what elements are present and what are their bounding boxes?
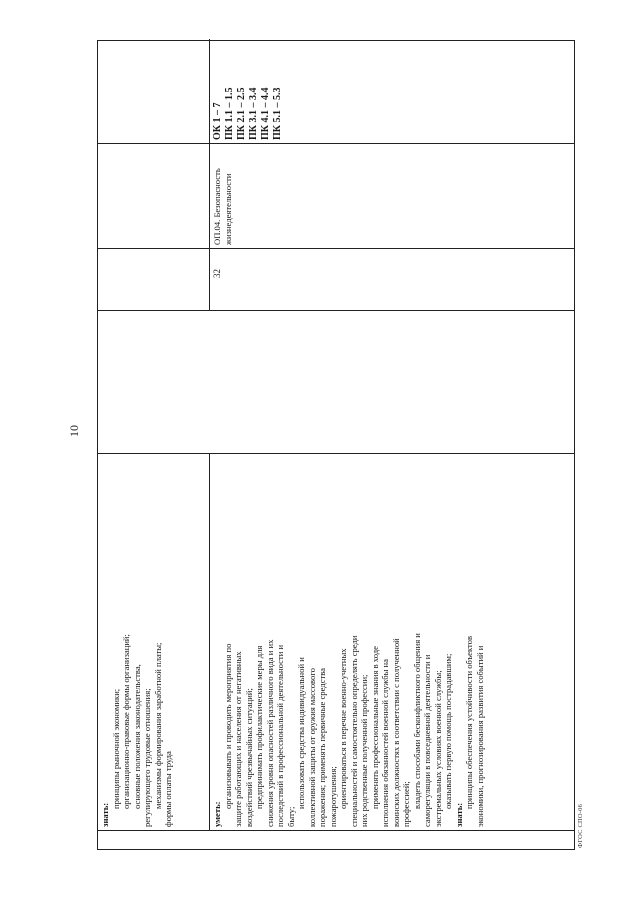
skills-line: организовывать и проводить мероприятия по: [222, 643, 233, 809]
competencies-cell: [212, 87, 284, 140]
skills-line: оказывать первую помощь пострадавшим;: [443, 653, 453, 809]
knowledge-line: регулирующего трудовые отношения;: [142, 688, 152, 827]
skills-line: снижения уровня опасностей различного вида и их: [264, 639, 275, 827]
knowledge-cell: [100, 634, 174, 827]
skills-line: предпринимать профилактические меры для: [254, 645, 264, 809]
skills-line: ориентироваться в перечне военно-учетных: [338, 648, 348, 809]
knowledge-line: формы оплаты труда: [163, 751, 173, 827]
skills-line: применять профессиональные знания в ходе: [369, 646, 380, 809]
column-border: [98, 830, 574, 831]
skills-line: экономики, прогнозирования развития событий и: [474, 645, 485, 827]
skills-line: них родственные полученной профессии;: [359, 674, 369, 827]
knowledge-heading: знать:: [100, 802, 110, 827]
skills-line: саморегуляции в повседневной деятельности и: [422, 654, 432, 827]
knowledge-line: принципы рыночной экономики;: [110, 688, 121, 809]
row-divider: [209, 454, 210, 831]
competency-line: ПК 4.1 – 4.4: [260, 87, 271, 140]
skills-line: быту;: [285, 806, 296, 827]
discipline-cell: [212, 168, 233, 245]
skills-second-heading: знать:: [453, 802, 464, 827]
discipline-line: ОП.04. Безопасность: [212, 168, 222, 245]
discipline-line: жизнедеятельности: [222, 173, 233, 245]
knowledge-line: механизмы формирования заработной платы;: [152, 642, 163, 809]
skills-line: экстремальных условиях военной службы;: [432, 670, 443, 827]
skills-line: поражения; применять первичные средства: [317, 668, 327, 827]
rotated-page: [55, 40, 595, 850]
page-number: 10: [67, 425, 81, 437]
skills-line: владеть способами бесконфликтного общения и: [411, 633, 422, 809]
competency-line: ПК 2.1 – 2.5: [236, 87, 247, 140]
knowledge-line: основные положения законодательства,: [131, 664, 142, 809]
skills-line: коллективной защиты от оружия массового: [306, 668, 317, 827]
row-divider: [209, 39, 210, 311]
skills-line: воинских должностях в соответствии с полученной: [390, 638, 401, 827]
competency-line: ПК 3.1 – 3.4: [248, 87, 259, 140]
footer-label: ФГОС СПО-06: [577, 803, 584, 848]
hours-value: 32: [212, 269, 222, 278]
skills-line: пожаротушения;: [327, 766, 338, 827]
skills-line: воздействий чрезвычайных ситуаций;: [243, 688, 254, 827]
skills-line: специальностей и самостоятельно определять среди: [348, 635, 359, 827]
skills-line: исполнения обязанностей военной службы на: [380, 659, 390, 827]
skills-cell: [212, 633, 485, 827]
skills-line: принципы обеспечения устойчивости объектов: [464, 635, 474, 809]
skills-line: защите работающих и населения от негативных: [233, 651, 243, 827]
knowledge-line: организационно-правовые формы организаций;: [121, 634, 131, 809]
competency-line: ОК 1 – 7: [212, 102, 223, 140]
curriculum-table: [97, 40, 575, 850]
skills-line: профессией;: [401, 781, 411, 827]
skills-line: последствий в профессиональной деятельности и: [275, 644, 285, 827]
column-border: [98, 310, 574, 311]
skills-line: использовать средства индивидуальной и: [296, 657, 306, 809]
column-border: [98, 453, 574, 454]
column-border: [98, 143, 574, 144]
competency-line: ПК 1.1 – 1.5: [224, 87, 235, 140]
competency-line: ПК 5.1 – 5.3: [272, 87, 283, 140]
skills-heading: уметь:: [212, 801, 222, 827]
column-border: [98, 248, 574, 249]
